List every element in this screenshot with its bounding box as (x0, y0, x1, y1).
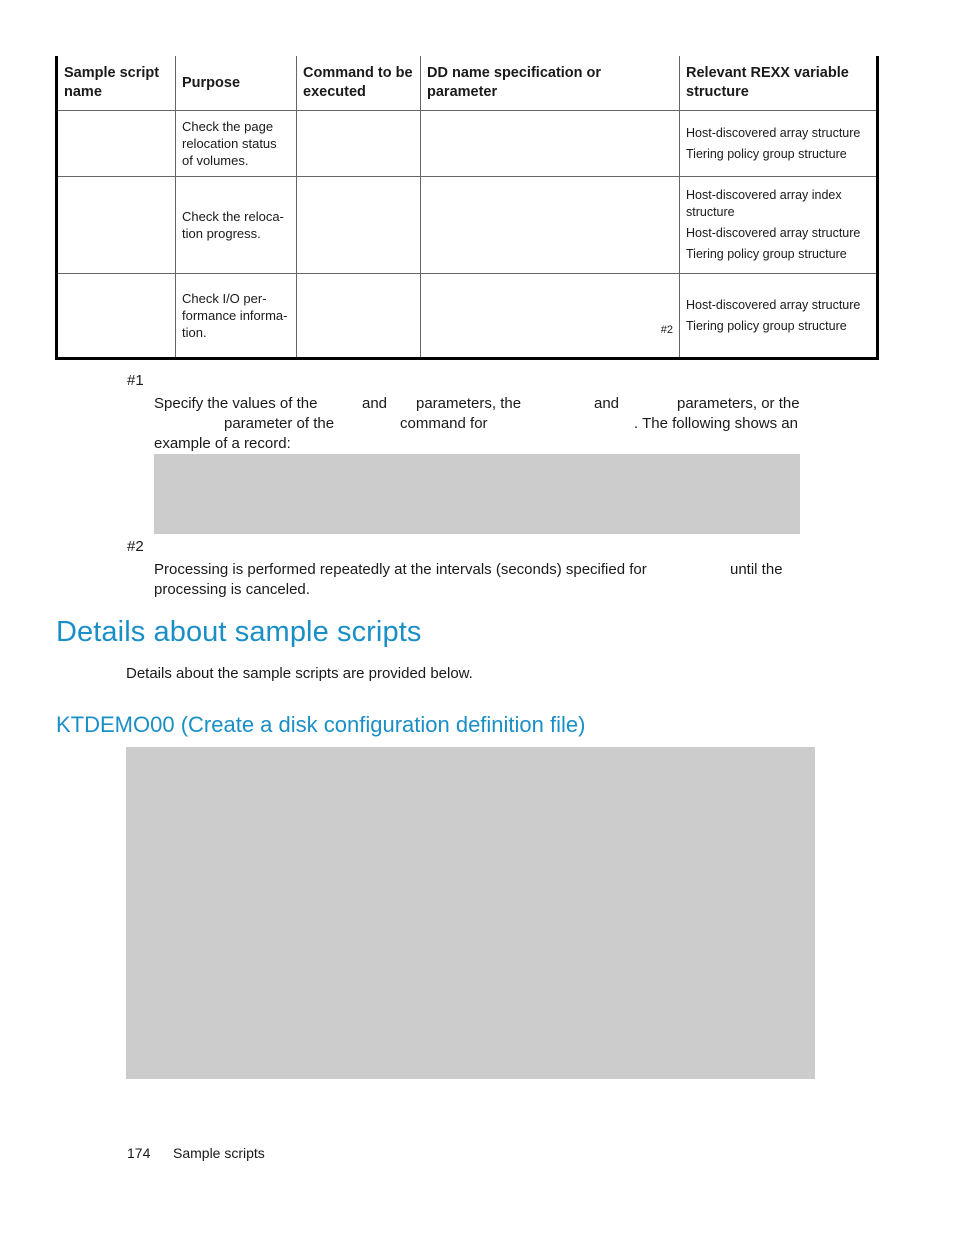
rexx-structure-item: Host-discovered array index structure (686, 188, 842, 219)
footnote-2-text (154, 560, 800, 600)
section-intro: Details about the sample scripts are provided below. (126, 665, 473, 682)
footnote-1-fragment: parameters, the (416, 395, 522, 412)
purpose-text: Check the page relocation status of volumes. (182, 119, 277, 168)
script-code-box (126, 747, 815, 1079)
script-table (55, 56, 879, 360)
cell-script-name (57, 274, 176, 359)
header-rexx-structure: Relevant REXX variable structure (680, 56, 878, 111)
record-example-code-box (154, 454, 800, 534)
header-dd-name: DD name specification or parameter (421, 56, 680, 111)
header-purpose: Purpose (176, 56, 297, 111)
footnote-1-fragment: Specify the values of the (154, 395, 318, 412)
cell-dd-name-footnote-ref: #2 (421, 274, 680, 359)
purpose-text: Check I/O per-formance informa-tion. (182, 291, 288, 340)
header-sample-script-name: Sample script name (57, 56, 176, 111)
footnote-1-fragment: . The following shows an (634, 415, 798, 432)
rexx-structure-item: Tiering policy group structure (686, 247, 847, 261)
cell-rexx (680, 274, 878, 359)
subsection-heading: KTDEMO00 (Create a disk configuration definition file) (56, 712, 586, 737)
cell-rexx (680, 111, 878, 177)
cell-script-name (57, 177, 176, 274)
cell-purpose (176, 177, 297, 274)
footnote-1-fragment: and (362, 395, 388, 412)
page-number: 174 (127, 1145, 151, 1161)
cell-purpose (176, 111, 297, 177)
footnote-2-label: #2 (127, 538, 144, 555)
footer-section-name: Sample scripts (173, 1145, 265, 1161)
table-row (57, 274, 878, 359)
cell-rexx (680, 177, 878, 274)
footnote-1-fragment: example of a record: (154, 435, 291, 452)
purpose-text: Check the reloca-tion progress. (182, 209, 284, 241)
rexx-structure-item: Tiering policy group structure (686, 318, 847, 333)
footnote-2-fragment: processing is canceled. (154, 581, 310, 598)
cell-command (297, 111, 421, 177)
cell-script-name (57, 111, 176, 177)
cell-command (297, 177, 421, 274)
cell-purpose (176, 274, 297, 359)
cell-command (297, 274, 421, 359)
rexx-structure-item: Host-discovered array structure (686, 226, 861, 240)
footnote-1-fragment: command for (400, 415, 488, 432)
section-heading: Details about sample scripts (56, 616, 422, 648)
rexx-structure-item: Tiering policy group structure (686, 146, 847, 161)
footnote-1-fragment: parameters, or the (677, 395, 800, 412)
footnote-2-fragment: Processing is performed repeatedly at the intervals (seconds) specified for (154, 561, 647, 578)
table-header-row (57, 56, 878, 111)
footnote-1-fragment: and (594, 395, 620, 412)
cell-dd-name (421, 177, 680, 274)
rexx-structure-item: Host-discovered array structure (686, 297, 861, 312)
cell-dd-name (421, 111, 680, 177)
footnote-1-text (154, 394, 800, 454)
table-row (57, 111, 878, 177)
footnote-1-fragment: parameter of the (224, 415, 335, 432)
rexx-structure-item: Host-discovered array structure (686, 125, 861, 140)
footnote-1-label: #1 (127, 372, 144, 389)
header-command: Command to be executed (297, 56, 421, 111)
footnote-2-fragment: until the (730, 561, 783, 578)
table-row (57, 177, 878, 274)
